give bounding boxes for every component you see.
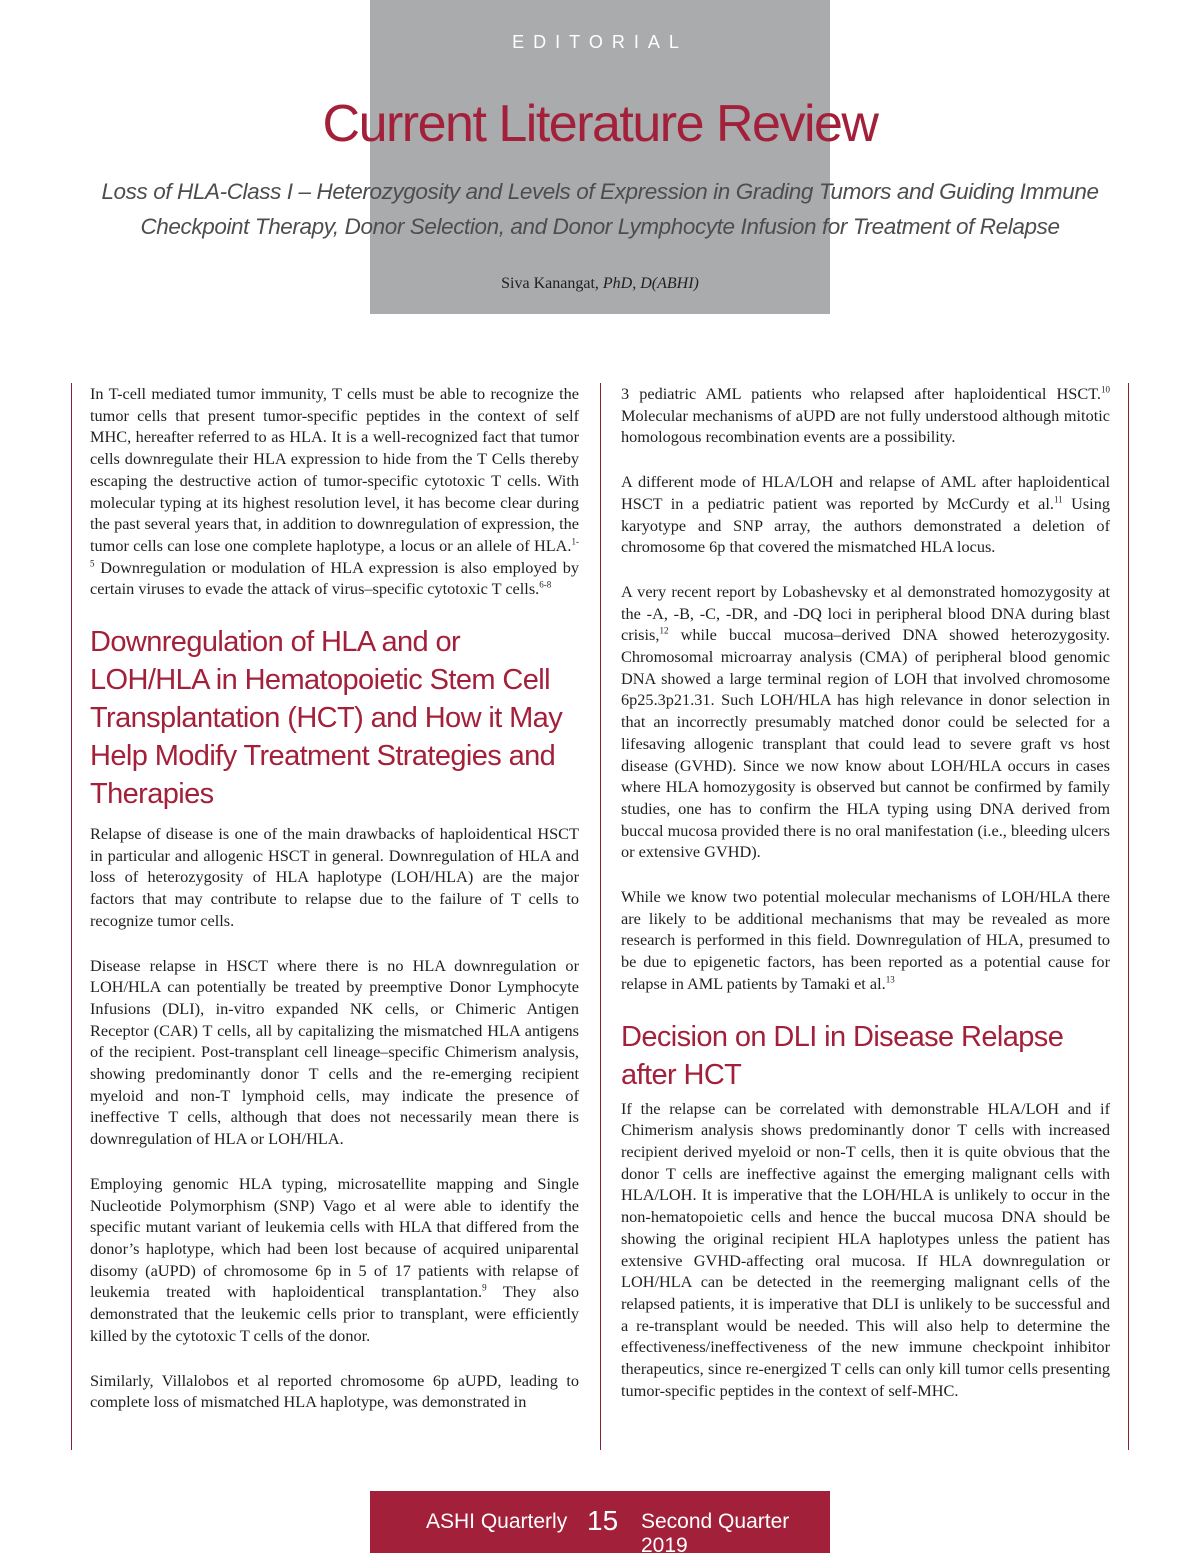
page-title: Current Literature Review (322, 95, 878, 153)
paragraph: Similarly, Villalobos et al reported chromosome 6p aUPD, leading to complete loss of mismatched HLA haplotype, was demonstrated in (90, 1370, 579, 1412)
page-footer (370, 1491, 830, 1557)
column-rule-right (1128, 383, 1129, 1450)
paragraph (621, 886, 1110, 995)
paragraph-text: while buccal mucosa–derived DNA showed heterozygosity. Chromosomal microarray analysis (CMA) of peripheral blood genomic DNA showed a large terminal region of LOH that involved chromosome 6p25.3p21.31. Such LOH/HLA has high relevance in donor selection in that an incorrectly presumably matched donor could be selected for a lifesaving allogenic transplant that could lead to severe graft vs host disease (GVHD). Since we now know about LOH/HLA occurs in cases where HLA homozygosity is observed but cannot be confirmed by family studies, one has to confirm the HLA typing using DNA derived from buccal mucosa provided there is no oral manifestation (i.e., bleeding ulcers or extensive GVHD). (621, 625, 1110, 862)
paragraph-text: 3 pediatric AML patients who relapsed after haploidentical HSCT. (621, 384, 1101, 403)
article-subtitle (80, 174, 1120, 244)
page-number: 15 (587, 1505, 619, 1536)
paragraph: If the relapse can be correlated with demonstrable HLA/LOH and if Chimerism analysis shows predominantly donor T cells with increased recipient derived myeloid or non-T cells, then it is quite obvious that the donor T cells are ineffective against the emerging malignant cells with HLA/LOH. It is imperative that the LOH/HLA is unlikely to occur in the non-hematopoietic cells and hence the buccal mucosa DNA should be showing the original recipient HLA haplotypes unless the patient has extensive GVHD-affecting oral mucosa. If HLA downregulation or LOH/HLA can be detected in the reemerging malignant cells of the relapsed patients, it is imperative that DLI is unlikely to be successful and a re-transplant would be needed. This will also help to determine the effectiveness/ineffectiveness of the new immune checkpoint inhibitor therapeutics, since re-energized T cells can only kill tumor cells presenting tumor-specific peptides in the context of self-MHC. (621, 1098, 1110, 1400)
paragraph (621, 471, 1110, 558)
paragraph-text: Using karyotype and SNP array, the authors demonstrated a deletion of chromosome 6p that covered the mismatched HLA locus. (621, 493, 1110, 557)
reference-marker: 10 (1101, 384, 1110, 395)
paragraph (621, 581, 1110, 863)
paragraph-text: Employing genomic HLA typing, microsatellite mapping and Single Nucleotide Polymorphism (SNP) Vago et al were able to identify the specific mutant variant of leukemia cells with HLA that differed from the donor’s haplotype, which had been lost because of acquired uniparental disomy (aUPD) of chromosome 6p in 5 of 17 patients with relapse of leukemia treated with haploidentical transplantation. (90, 1173, 579, 1302)
paragraph (90, 1173, 579, 1347)
reference-marker: 1-5 (90, 536, 579, 569)
reference-marker: 13 (885, 974, 895, 985)
paragraph-text: They also demonstrated that the leukemic cells prior to transplant, were efficiently killed by the cytotoxic T cells of the donor. (90, 1282, 579, 1345)
subtitle-line-1: Loss of HLA-Class I – Heterozygosity and Levels of Expression in Grading Tumors and Guiding Immune (101, 179, 1099, 204)
author-credentials: PhD, D(ABHI) (602, 275, 699, 292)
reference-marker: 11 (1053, 494, 1063, 505)
right-column (621, 383, 1110, 1424)
reference-marker: 6-8 (539, 579, 552, 590)
subtitle-line-2: Checkpoint Therapy, Donor Selection, and Donor Lymphocyte Infusion for Treatment of Relapse (140, 214, 1060, 239)
paragraph: Relapse of disease is one of the main drawbacks of haploidentical HSCT in particular and allogenic HSCT in general. Downregulation of HLA and loss of heterozygosity of HLA haplotype (LOH/HLA) are the major factors that may contribute to relapse due to the failure of T cells to recognize tumor cells. (90, 824, 579, 930)
paragraph-text: Downregulation or modulation of HLA expression is also employed by certain viruses to evade the attack of virus–specific cytotoxic T cells. (90, 557, 579, 599)
paragraph-text: While we know two potential molecular mechanisms of LOH/HLA there are likely to be additional mechanisms that may be revealed as more research is performed in this field. Downregulation of HLA, presumed to be due to epigenetic factors, has been reported as a potential cause for relapse in AML patients by Tamaki et al. (621, 887, 1110, 993)
column-rule-left (71, 383, 72, 1450)
left-column (90, 383, 579, 1436)
reference-marker: 12 (659, 625, 669, 636)
byline (0, 275, 1200, 293)
paragraph (621, 383, 1110, 448)
issue-label: Second Quarter 2019 (641, 1510, 790, 1557)
paragraph: Disease relapse in HSCT where there is no HLA downregulation or LOH/HLA can potentially be treated by preemptive Donor Lymphocyte Infusions (DLI), in-vitro expanded NK cells, or Chimeric Antigen Receptor (CAR) T cells, all by capitalizing the mismatched HLA antigens of the recipient. Post-transplant cell lineage–specific Chimerism analysis, showing predominantly donor T cells and the re-emerging recipient myeloid and non-T lymphoid cells, may indicate the presence of ineffective T cells, although that does not necessarily mean there is downregulation of HLA or LOH/HLA. (90, 955, 579, 1149)
paragraph-text: Molecular mechanisms of aUPD are not fully understood although mitotic homologous recombination events are a possibility. (621, 405, 1110, 447)
paragraph-text: In T-cell mediated tumor immunity, T cells must be able to recognize the tumor cells that present tumor-specific peptides in the context of self MHC, hereafter referred to as HLA. It is a well-recognized fact that tumor cells downregulate their HLA expression to hide from the T Cells thereby escaping the destructive action of tumor-specific cytotoxic T cells. With molecular typing at its highest resolution level, it has become clear during the past several years that, in addition to downregulation of expression, the tumor cells can lose one complete haplotype, a locus or an allele of HLA. (90, 384, 579, 555)
reference-marker: 9 (482, 1282, 487, 1293)
author-name: Siva Kanangat, (501, 275, 603, 292)
section-heading: Decision on DLI in Disease Relapse after HCT (621, 1020, 1064, 1091)
paragraph (90, 383, 579, 600)
paragraph-text: A different mode of HLA/LOH and relapse of AML after haploidentical HSCT in a pediatric patient was reported by McCurdy et al. (621, 472, 1110, 513)
column-rule-middle (600, 383, 601, 1450)
publication-name: ASHI Quarterly (426, 1510, 568, 1533)
paragraph-text: A very recent report by Lobashevsky et al demonstrated homozygosity at the -A, -B, -C, -DR, and -DQ loci in peripheral blood DNA during blast crisis, (621, 581, 1110, 645)
section-kicker: EDITORIAL (512, 32, 688, 52)
section-heading: Downregulation of HLA and or LOH/HLA in Hematopoietic Stem Cell Transplantation (HCT) and How it May Help Modify Treatment Strategies and Therapies (90, 626, 563, 811)
